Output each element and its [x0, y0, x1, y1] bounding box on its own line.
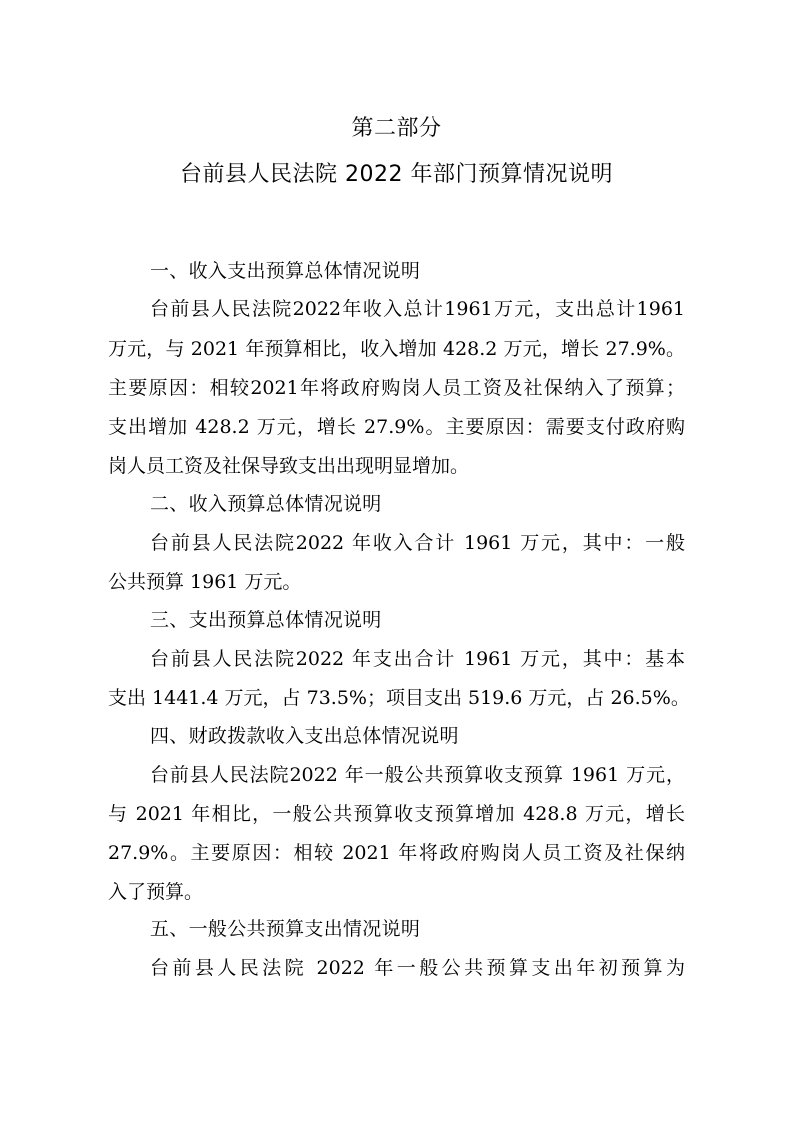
paragraph-line: 支出 1441.4 万元，占 73.5%；项目支出 519.6 万元，占 26.5%。 — [108, 687, 690, 709]
paragraph-line: 台前县人民法院 2022 年一般公共预算支出年初预算为 — [150, 957, 685, 979]
paragraph-line: 万元，与 2021 年预算相比，收入增加 428.2 万元，增长 27.9%。 — [108, 338, 685, 360]
paragraph-line: 公共预算 1961 万元。 — [108, 571, 302, 593]
section-heading: 一、收入支出预算总体情况说明 — [150, 260, 421, 282]
paragraph-line: 主要原因：相较2021年将政府购岗人员工资及社保纳入了预算； — [108, 377, 685, 399]
paragraph-line: 台前县人民法院2022年收入总计1961万元，支出总计1961 — [150, 298, 685, 320]
paragraph-line: 台前县人民法院2022 年收入合计 1961 万元，其中：一般 — [150, 532, 685, 554]
section-heading: 五、一般公共预算支出情况说明 — [150, 918, 421, 940]
document-title: 台前县人民法院 2022 年部门预算情况说明 — [180, 162, 613, 187]
paragraph-line: 与 2021 年相比，一般公共预算收支预算增加 428.8 万元，增长 — [108, 803, 685, 825]
section-heading: 二、收入预算总体情况说明 — [150, 493, 382, 515]
paragraph-line: 岗人员工资及社保导致支出出现明显增加。 — [108, 455, 470, 477]
paragraph-line: 入了预算。 — [108, 881, 204, 903]
section-heading: 四、财政拨款收入支出总体情况说明 — [150, 725, 459, 747]
section-heading: 三、支出预算总体情况说明 — [150, 609, 382, 631]
part-title: 第二部分 — [351, 116, 442, 141]
paragraph-line: 支出增加 428.2 万元，增长 27.9%。主要原因：需要支付政府购 — [108, 416, 685, 438]
paragraph-line: 27.9%。主要原因：相较 2021 年将政府购岗人员工资及社保纳 — [108, 842, 685, 864]
paragraph-line: 台前县人民法院2022 年一般公共预算收支预算 1961 万元， — [150, 764, 685, 786]
paragraph-line: 台前县人民法院2022 年支出合计 1961 万元，其中：基本 — [150, 648, 685, 670]
